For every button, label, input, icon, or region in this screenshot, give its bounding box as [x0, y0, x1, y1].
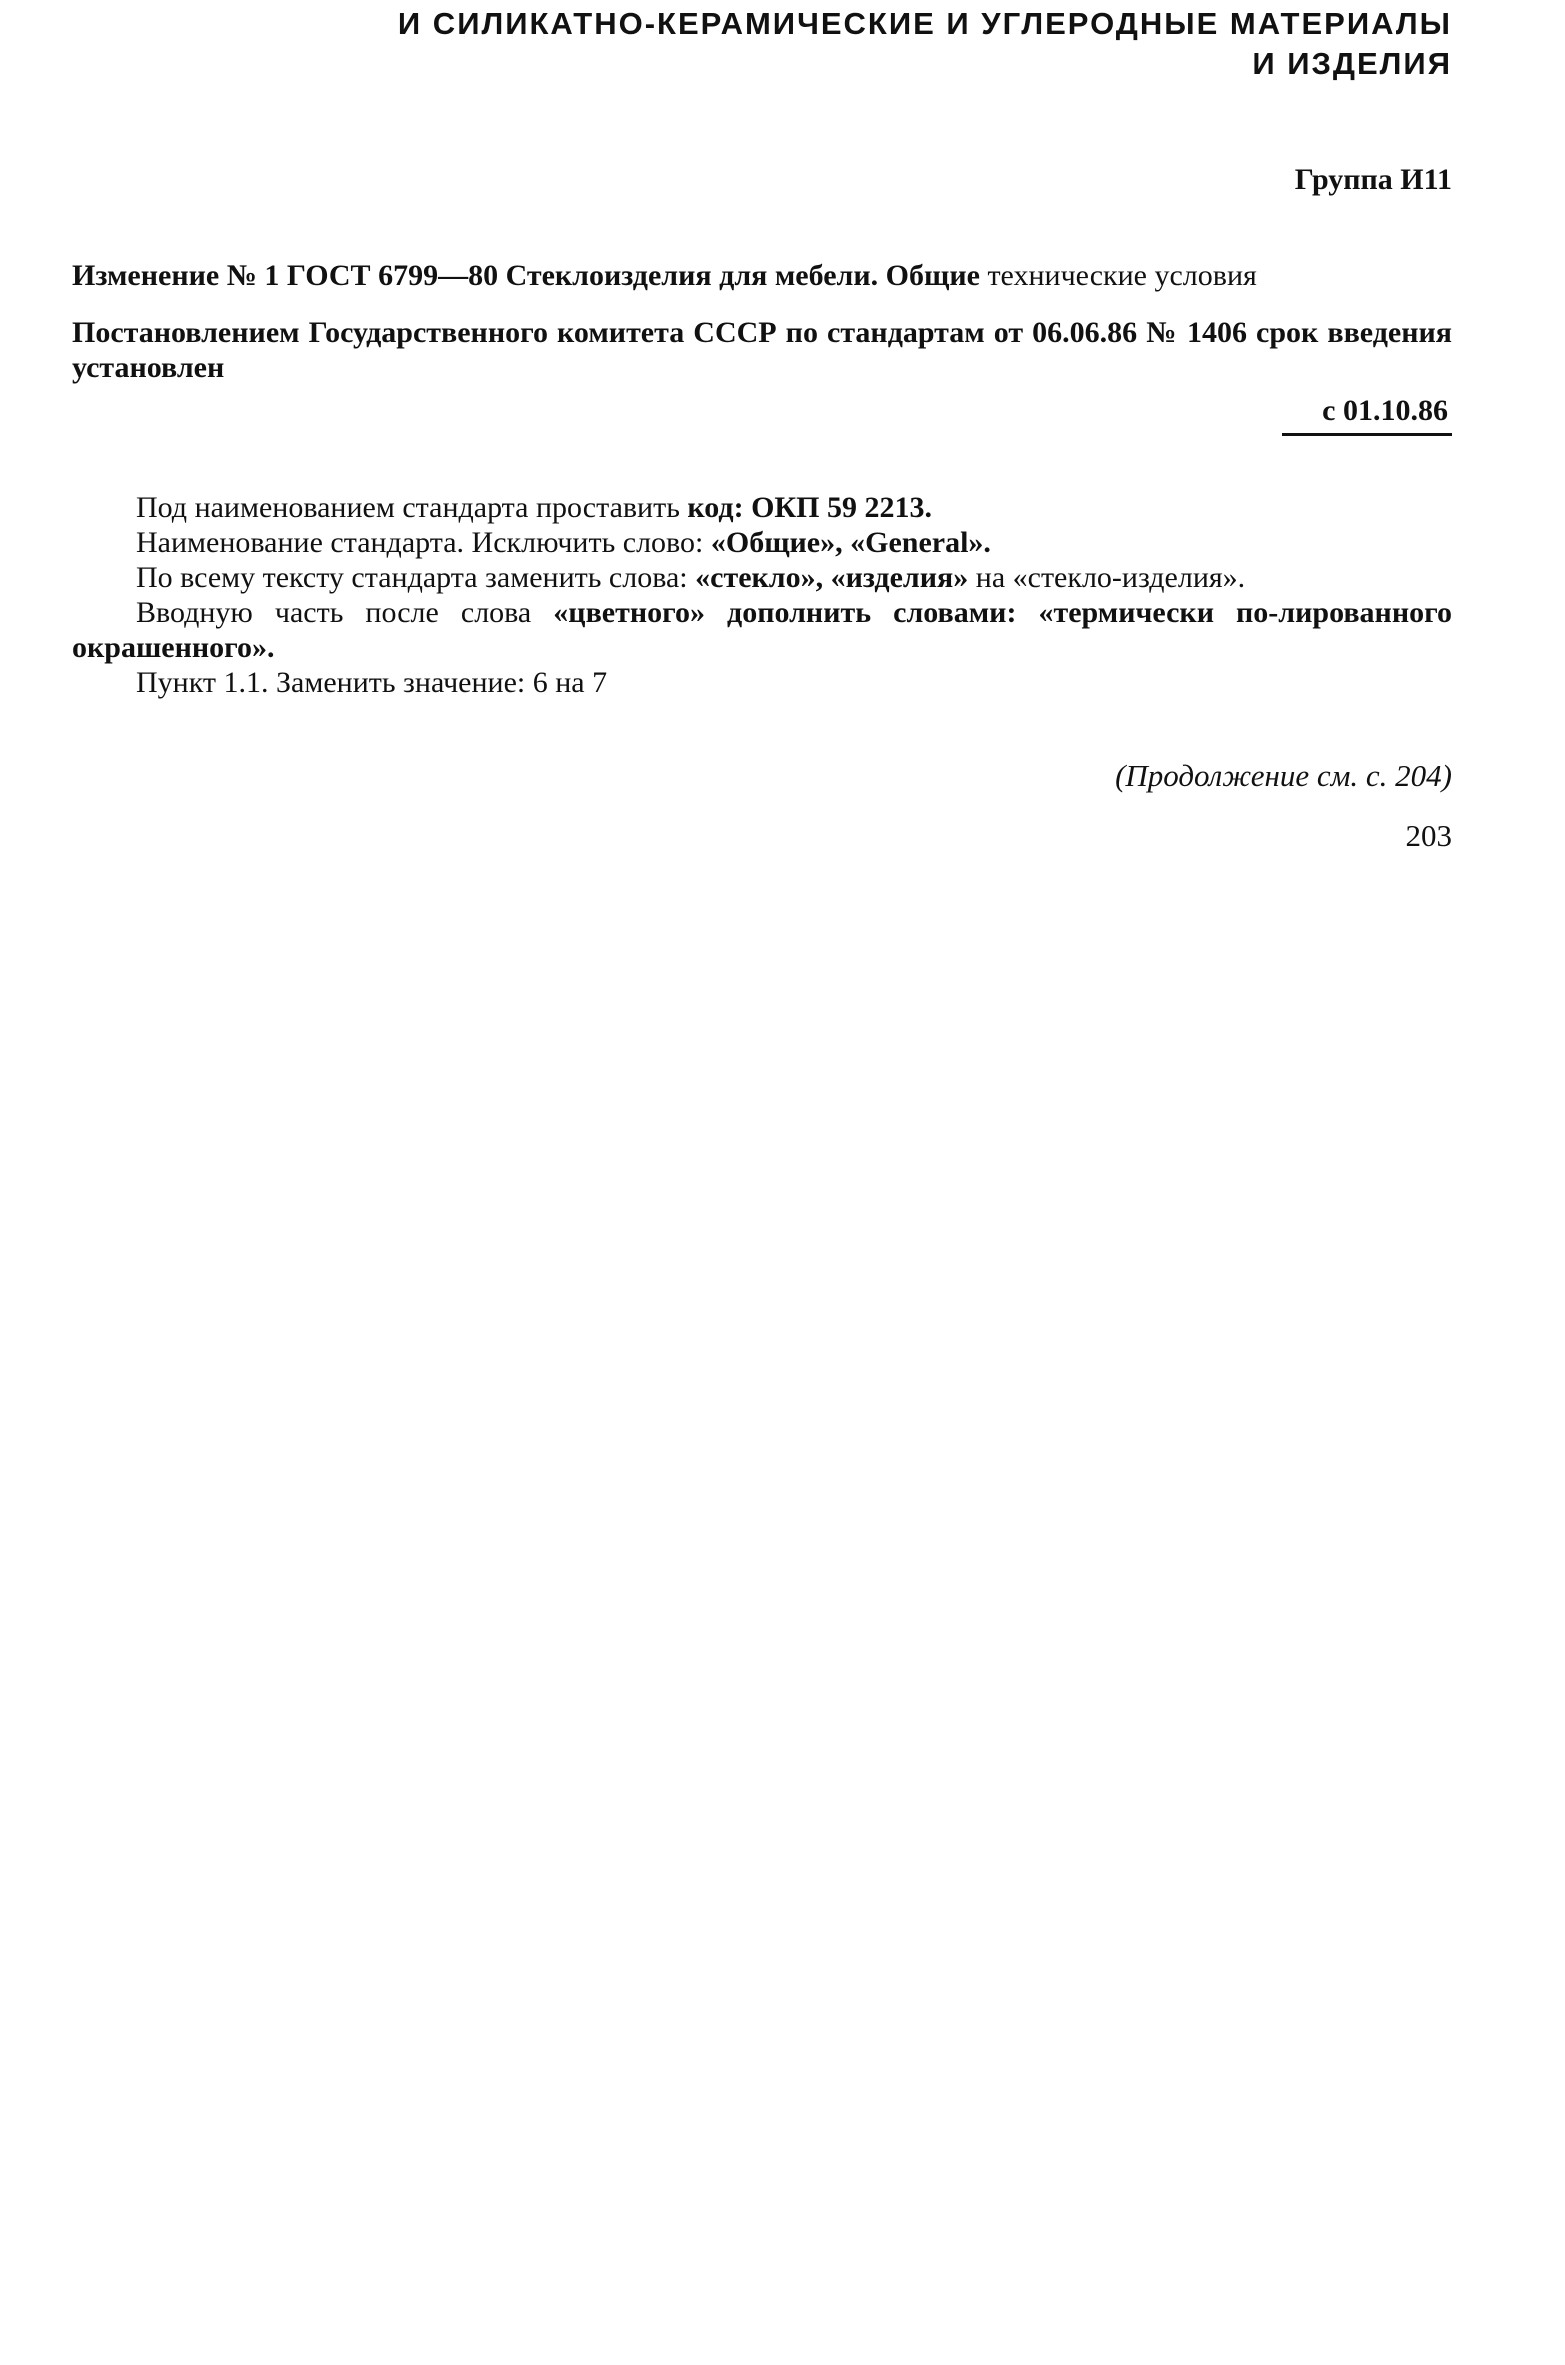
continuation-note: (Продолжение см. с. 204) — [1115, 758, 1452, 793]
p3-rest: на «стекло-изделия». — [968, 561, 1246, 594]
section-heading-line1: И СИЛИКАТНО-КЕРАМИЧЕСКИЕ И УГЛЕРОДНЫЕ МАТЕРИАЛЫ — [397, 6, 1452, 41]
p2-text: Наименование стандарта. Исключить слово: — [136, 526, 711, 559]
amendment-paragraph-5: Пункт 1.1. Заменить значение: 6 на 7 — [136, 666, 608, 699]
amendment-body — [72, 490, 1452, 700]
amendment-paragraph-2 — [72, 525, 1452, 560]
amendment-paragraph-4 — [72, 595, 1452, 665]
effective-date: с 01.10.86 — [1282, 393, 1452, 436]
p1-text: Под наименованием стандарта проставить — [136, 491, 688, 524]
decree-text: Постановлением Государственного комитета СССР по стандартам от 06.06.86 № 1406 срок введения установлен — [72, 316, 1452, 384]
p3-text: По всему тексту стандарта заменить слова: — [136, 561, 696, 594]
change-title-rest: технические условия — [987, 259, 1257, 292]
amendment-paragraph-3 — [72, 560, 1452, 595]
section-heading-line2: И ИЗДЕЛИЯ — [1252, 46, 1452, 81]
section-heading — [72, 0, 1452, 84]
p1-code: код: ОКП 59 2213. — [687, 491, 933, 524]
p4-text: Вводную часть после слова — [136, 596, 554, 629]
change-title-main: Изменение № 1 ГОСТ 6799—80 Стеклоизделия для мебели. Общие — [72, 259, 980, 292]
p2-words: «Общие», «General». — [710, 526, 991, 559]
change-title — [72, 258, 1452, 293]
document-page — [72, 0, 1452, 854]
amendment-paragraph-1 — [72, 490, 1452, 525]
effective-date-block — [72, 393, 1452, 436]
p4-words: «цветного» дополнить словами: «термически по-лированного окрашенного». — [72, 596, 1453, 664]
group-label: Группа И11 — [1294, 163, 1452, 196]
p3-words: «стекло», «изделия» — [695, 561, 969, 594]
page-number: 203 — [1405, 818, 1452, 853]
